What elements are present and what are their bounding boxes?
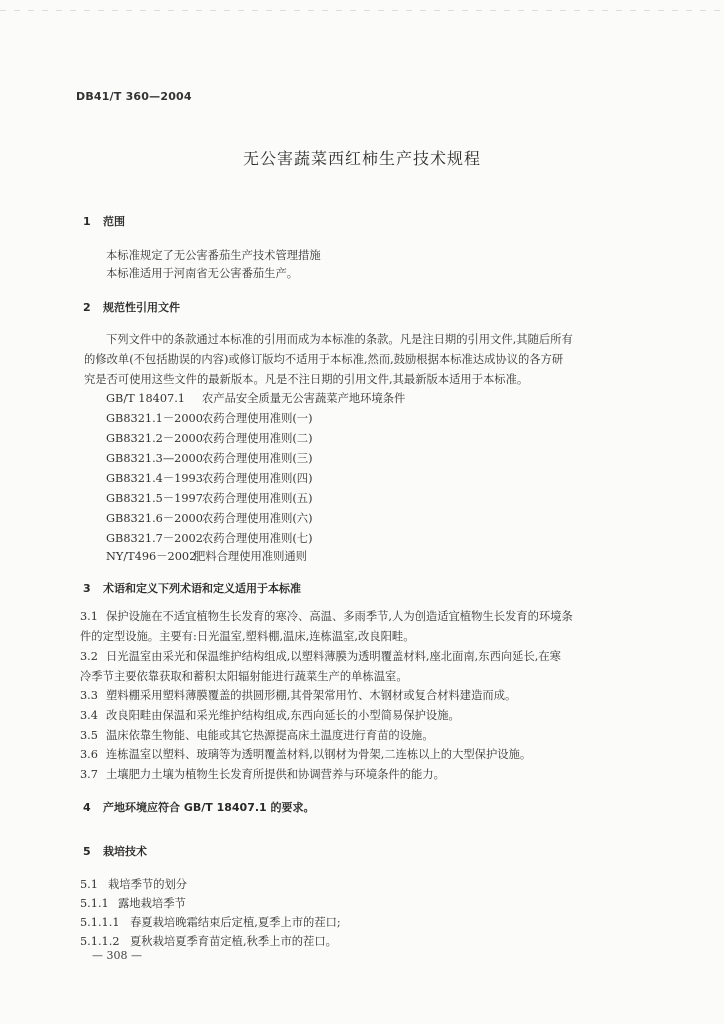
definition-3-6 (80, 746, 531, 762)
section-number: 2 (83, 301, 91, 314)
scope-line-1: 本标准规定了无公害番茄生产技术管理措施 (106, 249, 321, 262)
document-title: 无公害蔬菜西红柿生产技术规程 (242, 149, 481, 168)
clause-5-1-1-2 (80, 933, 337, 949)
clause-number: 3.2 (80, 650, 98, 663)
reference-name: 农药合理使用准则(一) (202, 412, 313, 425)
reference-code: NY/T496－2002 (106, 550, 197, 563)
reference-name: 农药合理使用准则(七) (202, 532, 313, 545)
reference-code: GB8321.1－2000 (106, 412, 203, 425)
clause-number: 3.3 (80, 689, 98, 702)
reference-name: 农药合理使用准则(六) (202, 512, 313, 525)
reference-item (106, 548, 307, 564)
clause-text: 塑料棚采用塑料薄膜覆盖的拱圆形棚,其骨架常用竹、木钢材或复合材料建造而成。 (106, 689, 517, 702)
section-number: 3 (83, 582, 91, 595)
scan-edge-artifact (0, 10, 724, 11)
references-paragraph-line-3: 究是否可使用这些文件的最新版本。凡是不注日期的引用文件,其最新版本适用于本标准。 (84, 373, 529, 386)
reference-name: 农药合理使用准则(五) (202, 492, 313, 505)
section-1-heading (83, 213, 125, 229)
clause-text: 土壤肥力土壤为植物生长发育所提供和协调营养与环境条件的能力。 (106, 768, 445, 781)
reference-code: GB/T 18407.1 (106, 392, 185, 405)
clause-number: 3.5 (80, 729, 98, 742)
references-paragraph-line-2: 的修改单(不包括勘误的内容)或修订版均不适用于本标准,然而,鼓励根据本标准达成协议的各方研 (84, 353, 564, 366)
definition-3-1-line-1 (80, 608, 573, 624)
clause-number: 5.1.1 (80, 897, 109, 910)
definition-3-2-line-2: 冷季节主要依靠获取和蓄积太阳辐射能进行蔬菜生产的单栋温室。 (80, 670, 408, 683)
reference-item (106, 510, 313, 526)
section-title: 术语和定义下列术语和定义适用于本标准 (103, 582, 301, 595)
reference-name: 农产品安全质量无公害蔬菜产地环境条件 (202, 392, 406, 405)
reference-item (106, 430, 313, 446)
reference-name: 农药合理使用准则(二) (202, 432, 313, 445)
clause-text: 夏秋栽培夏季育苗定植,秋季上市的茬口。 (130, 935, 337, 948)
reference-item (106, 390, 405, 406)
clause-number: 5.1.1.1 (80, 916, 120, 929)
section-number: 4 (83, 801, 91, 814)
clause-text: 日光温室由采光和保温维护结构组成,以塑料薄膜为透明覆盖材料,座北面南,东西向延长,在寒 (106, 650, 561, 663)
reference-code: GB8321.4－1993 (106, 472, 203, 485)
reference-code: GB8321.3—2000 (106, 452, 203, 465)
definition-3-2-line-1 (80, 648, 561, 664)
clause-text: 露地栽培季节 (118, 897, 186, 910)
page-number: — 308 — (92, 949, 142, 962)
definition-3-3 (80, 687, 516, 703)
reference-code: GB8321.7－2002 (106, 532, 203, 545)
reference-item (106, 490, 313, 506)
section-title: 栽培技术 (103, 845, 147, 858)
section-title: 产地环境应符合 GB/T 18407.1 的要求。 (103, 801, 315, 814)
definition-3-4 (80, 707, 460, 723)
definition-3-7 (80, 766, 445, 782)
scope-line-2: 本标准适用于河南省无公害番茄生产。 (106, 267, 299, 280)
clause-text: 连栋温室以塑料、玻璃等为透明覆盖材料,以钢材为骨架,二连栋以上的大型保护设施。 (106, 748, 532, 761)
references-paragraph-line-1: 下列文件中的条款通过本标准的引用而成为本标准的条款。凡是注日期的引用文件,其随后所有 (106, 333, 573, 346)
reference-item (106, 410, 313, 426)
clause-text: 温床依靠生物能、电能或其它热源提高床土温度进行育苗的设施。 (106, 729, 434, 742)
standard-code: DB41/T 360—2004 (76, 90, 192, 103)
clause-number: 3.7 (80, 768, 98, 781)
reference-code: GB8321.2－2000 (106, 432, 203, 445)
definition-3-5 (80, 727, 434, 743)
clause-number: 5.1.1.2 (80, 935, 120, 948)
clause-number: 3.4 (80, 709, 98, 722)
clause-text: 春夏栽培晚霜结束后定植,夏季上市的茬口; (130, 916, 341, 929)
section-4-heading (83, 799, 315, 815)
clause-number: 3.6 (80, 748, 98, 761)
reference-item (106, 470, 313, 486)
reference-name: 农药合理使用准则(四) (202, 472, 313, 485)
clause-text: 保护设施在不适宜植物生长发育的寒冷、高温、多雨季节,人为创造适宜植物生长发育的环境条 (106, 610, 573, 623)
section-2-heading (83, 299, 180, 315)
reference-name: 农药合理使用准则(三) (202, 452, 313, 465)
reference-code: GB8321.6－2000 (106, 512, 203, 525)
clause-text: 改良阳畦由保温和采光维护结构组成,东西向延长的小型简易保护设施。 (106, 709, 460, 722)
clause-5-1-1 (80, 895, 186, 911)
section-title: 规范性引用文件 (103, 301, 180, 314)
section-number: 5 (83, 845, 91, 858)
definition-3-1-line-2: 件的定型设施。主要有:日光温室,塑料棚,温床,连栋温室,改良阳畦。 (80, 630, 415, 643)
reference-code: GB8321.5－1997 (106, 492, 203, 505)
section-3-heading (83, 580, 301, 596)
reference-name: 肥料合理使用准则通则 (194, 550, 307, 563)
clause-number: 3.1 (80, 610, 98, 623)
clause-5-1-1-1 (80, 914, 341, 930)
reference-item (106, 450, 313, 466)
section-5-heading (83, 843, 147, 859)
section-number: 1 (83, 215, 91, 228)
clause-number: 5.1 (80, 878, 98, 891)
clause-text: 栽培季节的划分 (108, 878, 188, 891)
clause-5-1 (80, 876, 187, 892)
reference-item (106, 530, 313, 546)
section-title: 范围 (103, 215, 125, 228)
